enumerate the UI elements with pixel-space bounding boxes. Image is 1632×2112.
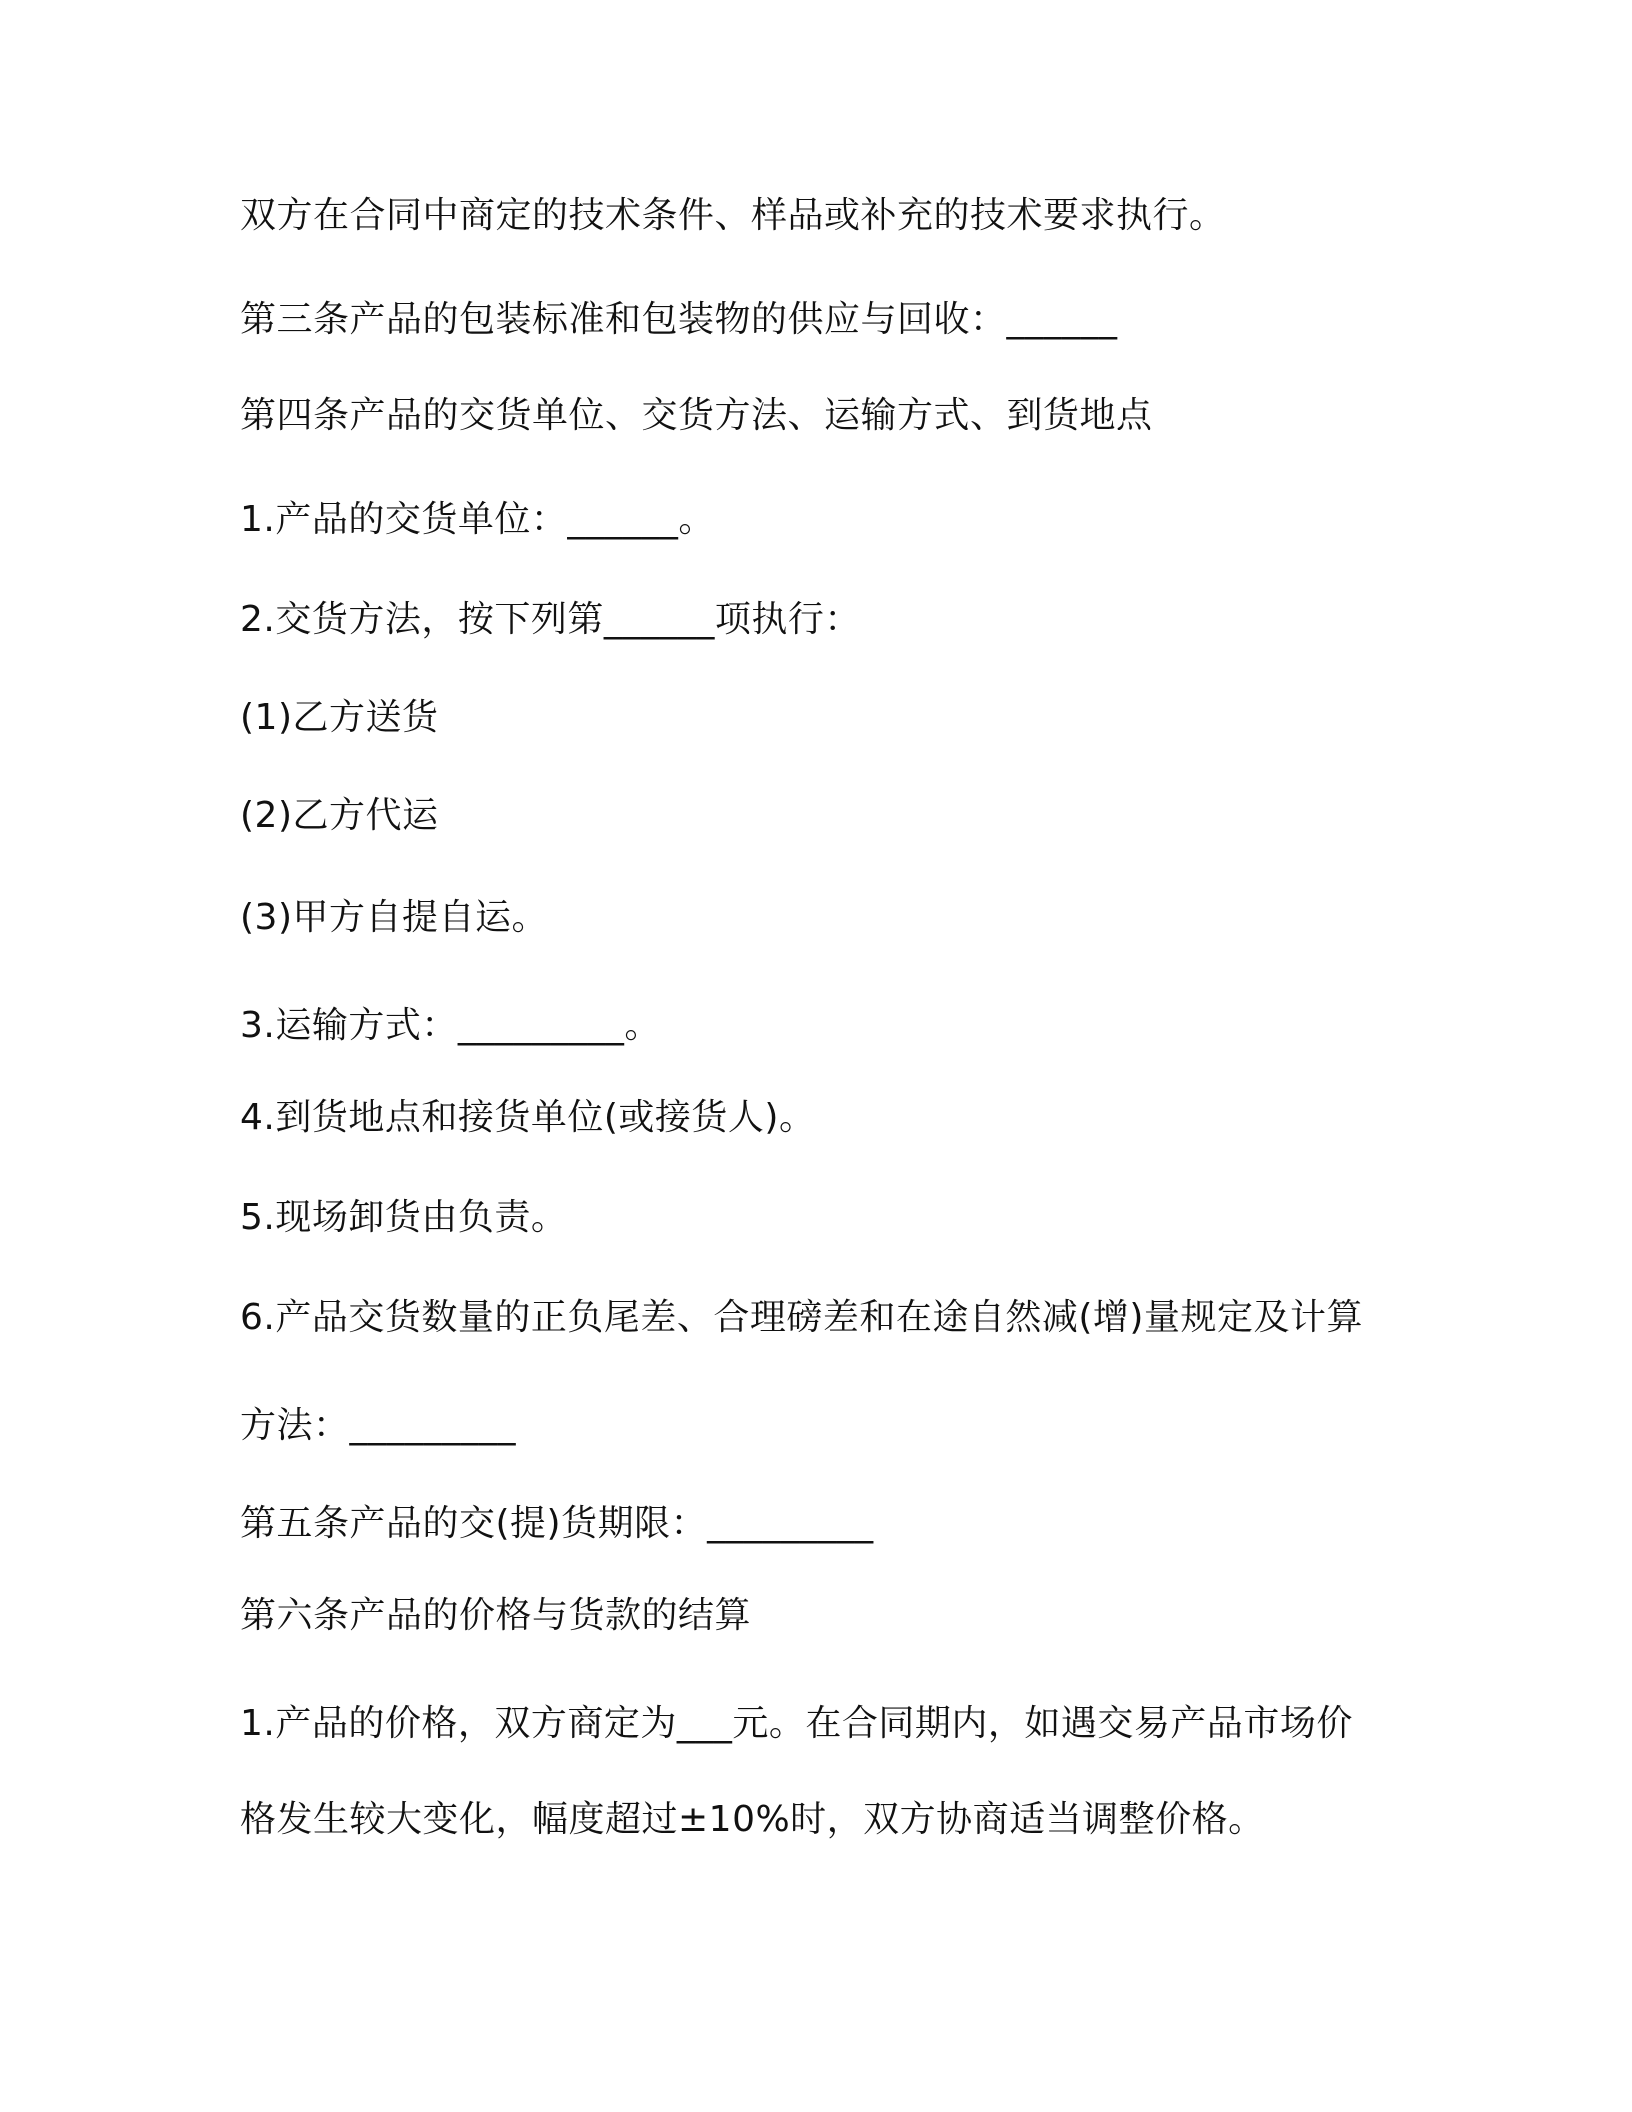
- text-line-option-3: (3)甲方自提自运。: [240, 897, 548, 938]
- text-line-option-1: (1)乙方送货: [240, 697, 439, 738]
- text-line-calculation-method: 方法：_________: [240, 1405, 517, 1446]
- text-line-price: 1.产品的价格，双方商定为___元。在合同期内，如遇交易产品市场价: [240, 1703, 1353, 1744]
- text-line-unloading: 5.现场卸货由负责。: [240, 1197, 568, 1238]
- text-line-delivery-method: 2.交货方法，按下列第______项执行：: [240, 599, 861, 640]
- text-line-price-adjustment: 格发生较大变化，幅度超过±10%时，双方协商适当调整价格。: [240, 1799, 1265, 1840]
- text-line-option-2: (2)乙方代运: [240, 795, 439, 836]
- text-line-article-4: 第四条产品的交货单位、交货方法、运输方式、到货地点: [240, 395, 1153, 436]
- text-line-article-3: 第三条产品的包装标准和包装物的供应与回收：______: [240, 299, 1118, 340]
- text-line-article-6: 第六条产品的价格与货款的结算: [240, 1595, 752, 1636]
- text-line-quantity-tolerance: 6.产品交货数量的正负尾差、合理磅差和在途自然减(增)量规定及计算: [240, 1297, 1363, 1338]
- text-line-delivery-unit: 1.产品的交货单位：______。: [240, 499, 715, 540]
- text-line-tech-requirements: 双方在合同中商定的技术条件、样品或补充的技术要求执行。: [240, 195, 1226, 236]
- text-line-destination: 4.到货地点和接货单位(或接货人)。: [240, 1097, 816, 1138]
- text-line-transport: 3.运输方式：_________。: [240, 1005, 661, 1046]
- text-line-article-5: 第五条产品的交(提)货期限：_________: [240, 1503, 874, 1544]
